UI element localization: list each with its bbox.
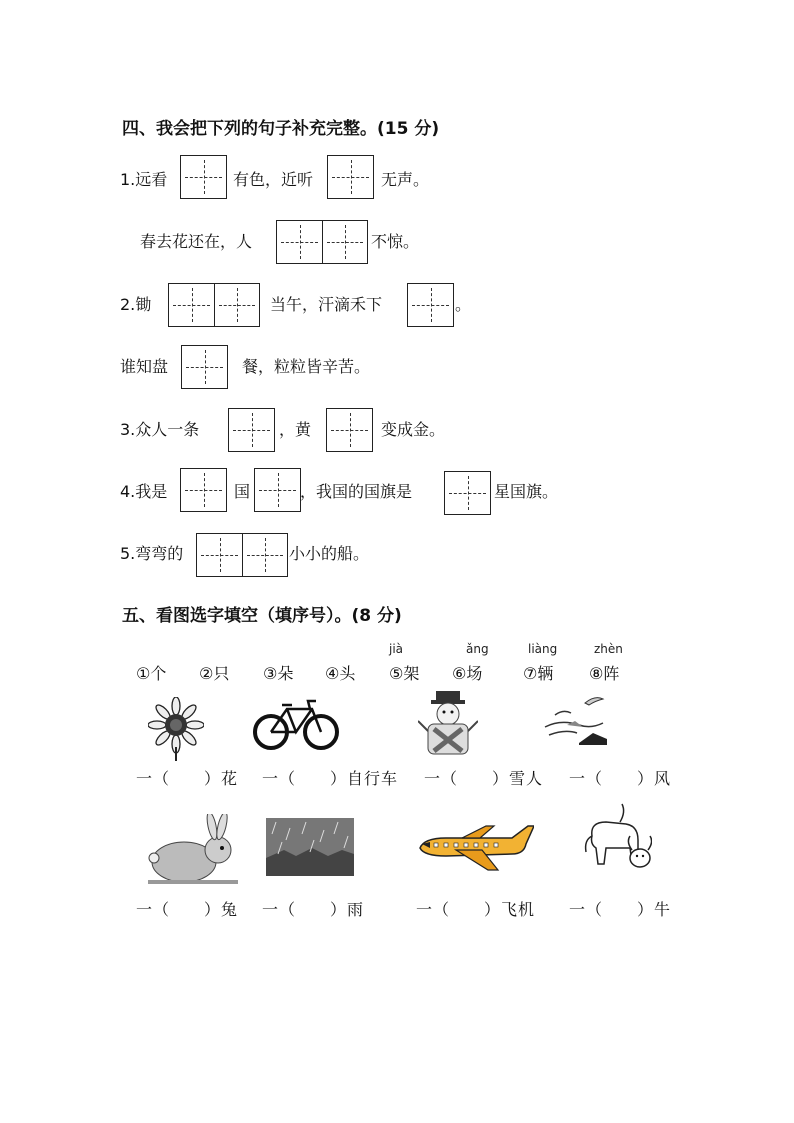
answer-box-5b[interactable]: [326, 408, 373, 452]
fill-rabbit[interactable]: 一（ ）兔: [136, 900, 239, 919]
fill-snowman[interactable]: 一（ ）雪人: [424, 769, 544, 788]
answer-box-3b[interactable]: [407, 283, 454, 327]
answer-box-5a[interactable]: [228, 408, 275, 452]
answer-box-2[interactable]: [276, 220, 368, 264]
fill-wind[interactable]: 一（ ）风: [569, 769, 672, 788]
fill-rain[interactable]: 一（ ）雨: [262, 900, 365, 919]
line4-part2: 餐，粒粒皆辛苦。: [242, 357, 371, 376]
line7-part2: 小小的船。: [289, 544, 370, 563]
line4-part1: 谁知盘: [120, 357, 169, 376]
pinyin-zhen: zhèn: [594, 642, 623, 656]
line3-part2: 当午，汗滴禾下: [270, 295, 383, 314]
fill-bicycle[interactable]: 一（ ）自行车: [262, 769, 399, 788]
fill-airplane[interactable]: 一（ ）飞机: [416, 900, 536, 919]
option-7: ⑦辆: [523, 664, 554, 683]
line2-part1: 春去花还在，人: [140, 232, 253, 251]
line1-part2: 有色，近听: [233, 170, 314, 189]
rain-icon: [266, 818, 354, 876]
ox-icon: [582, 800, 652, 880]
sunflower-icon: [148, 697, 204, 761]
line6-part4: 星国旗。: [494, 482, 559, 501]
answer-box-6a[interactable]: [180, 468, 227, 512]
option-3: ③朵: [263, 664, 294, 683]
option-2: ②只: [199, 664, 230, 683]
line3-part3: 。: [455, 295, 472, 314]
line5-part2: ，黄: [279, 420, 312, 439]
fill-flower[interactable]: 一（ ）花: [136, 769, 239, 788]
pinyin-jia: jià: [389, 642, 404, 656]
line1-part3: 无声。: [381, 170, 430, 189]
answer-box-3a[interactable]: [168, 283, 260, 327]
answer-box-4[interactable]: [181, 345, 228, 389]
answer-box-1a[interactable]: [180, 155, 227, 199]
line7-part1: 5.弯弯的: [120, 544, 184, 563]
rabbit-icon: [148, 814, 238, 884]
line6-part2: 国: [234, 482, 251, 501]
option-5: ⑤架: [389, 664, 420, 683]
pinyin-chang: ǎng: [466, 642, 489, 656]
line5-part1: 3.众人一条: [120, 420, 200, 439]
bicycle-icon: [252, 697, 340, 753]
wind-icon: [543, 691, 609, 747]
answer-box-6c[interactable]: [444, 471, 491, 515]
snowman-icon: [418, 691, 478, 757]
fill-ox[interactable]: 一（ ）牛: [569, 900, 672, 919]
option-6: ⑥场: [452, 664, 483, 683]
option-1: ①个: [136, 664, 167, 683]
answer-box-6b[interactable]: [254, 468, 301, 512]
option-4: ④头: [325, 664, 356, 683]
line5-part3: 变成金。: [381, 420, 446, 439]
line6-part1: 4.我是: [120, 482, 168, 501]
answer-box-1b[interactable]: [327, 155, 374, 199]
line3-part1: 2.锄: [120, 295, 152, 314]
line1-part1: 1.远看: [120, 170, 168, 189]
line2-part2: 不惊。: [371, 232, 420, 251]
airplane-icon: [416, 824, 534, 874]
section5-title: 五、看图选字填空（填序号）。(8 分): [122, 606, 402, 626]
line6-part3: ，我国的国旗是: [300, 482, 413, 501]
section4-title: 四、我会把下列的句子补充完整。(15 分): [122, 119, 440, 139]
option-8: ⑧阵: [589, 664, 620, 683]
pinyin-liang: liàng: [528, 642, 558, 656]
answer-box-7[interactable]: [196, 533, 288, 577]
